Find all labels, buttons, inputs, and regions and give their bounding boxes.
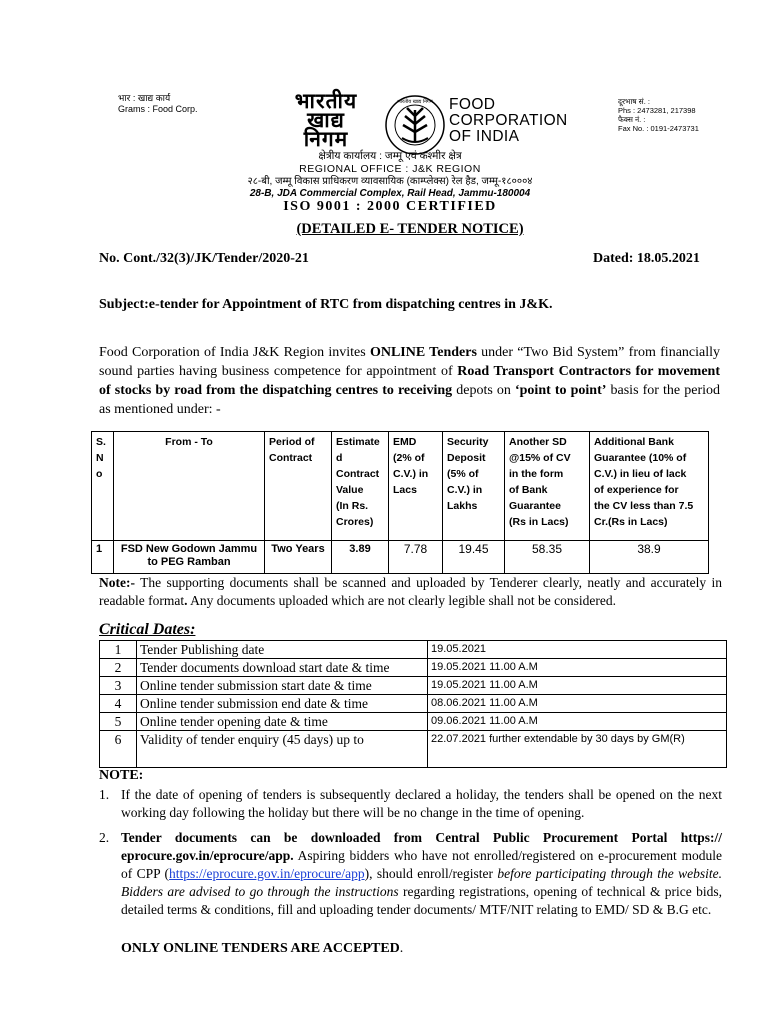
phone-label-hindi: दूरभाष सं. : [618,97,651,106]
note-number: 2. [99,830,110,845]
cell-sno: 1 [92,541,114,574]
table-row [100,641,727,659]
cell-route: FSD New Godown Jammu to PEG Ramban [114,541,265,574]
notice-subject: Subject:e-tender for Appointment of RTC from dispatching centres in J&K. [99,297,553,312]
supporting-docs-note [99,574,722,610]
date-row-description: Online tender submission start date & time [137,677,428,695]
intro-text: basis for the period as mentioned under: - [99,383,720,417]
notice-date: Dated: 18.05.2021 [593,251,700,266]
date-row-number: 1 [100,641,137,659]
note-text: Aspiring bidders who have not enrolled/registered on e-procurement module of CPP ( [121,848,722,881]
fax-label-hindi: फैक्स नं. : [618,115,646,124]
tender-table-header [92,432,709,541]
date-row-value: 19.05.2021 11.00 A.M [428,677,727,695]
col-estimated-value: Estimate d Contract Value (In Rs. Crores) [332,432,389,541]
note-text: ), should enroll/register [364,866,498,881]
english-name-line: CORPORATION [449,112,568,129]
intro-text: depots on [452,383,515,398]
date-row-description: Validity of tender enquiry (45 days) up to [137,731,428,768]
header-grams-hindi: भार : खाद्य कार्य [118,93,171,103]
table-row [100,731,727,768]
notes-heading: NOTE: [99,768,144,783]
cell-estimated-value: 3.89 [332,541,389,574]
header-grams [118,93,198,115]
col-from-to: From - To [114,432,265,541]
note-italic: before participating through the website. Bidders are advised to go through the instructions [121,866,722,899]
cell-another-sd: 58.35 [505,541,590,574]
table-row [100,695,727,713]
col-sno: S. N o [92,432,114,541]
critical-dates-table [99,640,727,768]
tender-table [91,431,709,574]
fci-logo-icon [384,94,446,156]
hindi-name-line: भारतीय [294,89,358,113]
table-row [100,659,727,677]
note-number: 1. [99,787,110,802]
online-only-dot: . [399,941,404,956]
date-row-value: 08.06.2021 11.00 A.M [428,695,727,713]
phone-numbers: Phs : 2473281, 217398 [618,106,696,115]
fci-english-name [449,97,568,145]
col-period: Period of Contract [265,432,332,541]
note-text: The supporting documents shall be scanned and uploaded by Tenderer clearly, neatly and accurately in readable format [99,575,722,608]
iso-certification: ISO 9001 : 2000 CERTIFIED [283,199,497,214]
intro-bold: ONLINE Tenders [369,345,477,360]
note-bold: Tender documents can be downloaded from Central Public Procurement Portal https:// eprocure.gov.in/eprocure/app. [121,830,722,863]
fci-hindi-name [272,89,380,151]
eprocure-link[interactable]: https://eprocure.gov.in/eprocure/app [169,866,365,881]
online-only-notice [121,941,403,957]
table-row [92,541,709,574]
address-hindi: २८-बी, जम्मू विकास प्राधिकरण व्यावसायिक (काम्प्लेक्स) रेल हैड, जम्मू-१८०००४ [247,176,533,187]
date-row-number: 4 [100,695,137,713]
col-security-deposit: Security Deposit (5% of C.V.) in Lakhs [443,432,505,541]
office-english: REGIONAL OFFICE : J&K REGION [299,163,481,175]
cell-additional-bg: 38.9 [590,541,709,574]
note-text: Any documents uploaded which are not clearly legible shall not be considered. [187,593,616,608]
col-additional-bg: Additional Bank Guarantee (10% of C.V.) in lieu of lack of experience for the CV less than 7.5 Cr.(Rs in Lacs) [590,432,709,541]
intro-bold: Road Transport Contractors for movement of stocks by road from the dispatching centres to receiving [99,364,721,398]
critical-dates-title: Critical Dates: [99,621,196,638]
date-row-description: Tender documents download start date & time [137,659,428,677]
english-name-line: FOOD [449,96,496,113]
fax-number: Fax No. : 0191-2473731 [618,124,699,133]
online-only-text: ONLY ONLINE TENDERS ARE ACCEPTED [121,941,400,956]
cell-period: Two Years [265,541,332,574]
date-row-description: Online tender opening date & time [137,713,428,731]
table-row [100,677,727,695]
notice-title: (DETAILED E- TENDER NOTICE) [296,221,524,237]
reference-number: No. Cont./32(3)/JK/Tender/2020-21 [99,251,309,266]
date-row-number: 3 [100,677,137,695]
note-text: If the date of opening of tenders is subsequently declared a holiday, the tenders shall be opened on the next working day following the holiday but there will be no change in the time of opening. [121,787,722,820]
header-grams-english: Grams : Food Corp. [118,104,198,114]
intro-text: Food Corporation of India J&K Region invites [99,345,370,360]
office-hindi: क्षेत्रीय कार्यालय : जम्मू एवं कश्मीर क्षेत्र [318,150,462,162]
hindi-name-line: निगम [303,127,349,151]
cell-security-deposit: 19.45 [443,541,505,574]
date-row-description: Online tender submission end date & time [137,695,428,713]
note-item-1 [99,786,722,822]
emblem-text: भारतीय खाद्य निगम [397,99,433,105]
intro-paragraph [99,343,720,419]
note-item-2 [99,829,722,919]
note-dot: . [184,593,188,608]
english-name-line: OF INDIA [449,128,520,145]
intro-bold: ‘point to point’ [514,383,607,398]
cell-emd: 7.78 [389,541,443,574]
date-row-number: 5 [100,713,137,731]
date-row-value: 19.05.2021 11.00 A.M [428,659,727,677]
note-body [121,829,722,919]
date-row-value: 22.07.2021 further extendable by 30 days by GM(R) [428,731,727,768]
date-row-value: 19.05.2021 [428,641,727,659]
hindi-name-line: खाद्य [307,108,345,132]
date-row-description: Tender Publishing date [137,641,428,659]
date-row-number: 6 [100,731,137,768]
intro-text: under “Two Bid System” from financially sound parties having business competence for appointment of [99,345,720,379]
header-contact [618,97,699,133]
address-english: 28-B, JDA Commercial Complex, Rail Head, Jammu-180004 [249,188,531,199]
note-label: Note:- [99,575,135,590]
table-row [100,713,727,731]
note-text: regarding registrations, opening of technical & price bids, detailed terms & conditions, fill and uploading tender documents/ MTF/NIT relating to EMD/ SD & B.G etc. [121,884,723,917]
date-row-number: 2 [100,659,137,677]
col-another-sd: Another SD @15% of CV in the form of Bank Guarantee (Rs in Lacs) [505,432,590,541]
date-row-value: 09.06.2021 11.00 A.M [428,713,727,731]
col-emd: EMD (2% of C.V.) in Lacs [389,432,443,541]
